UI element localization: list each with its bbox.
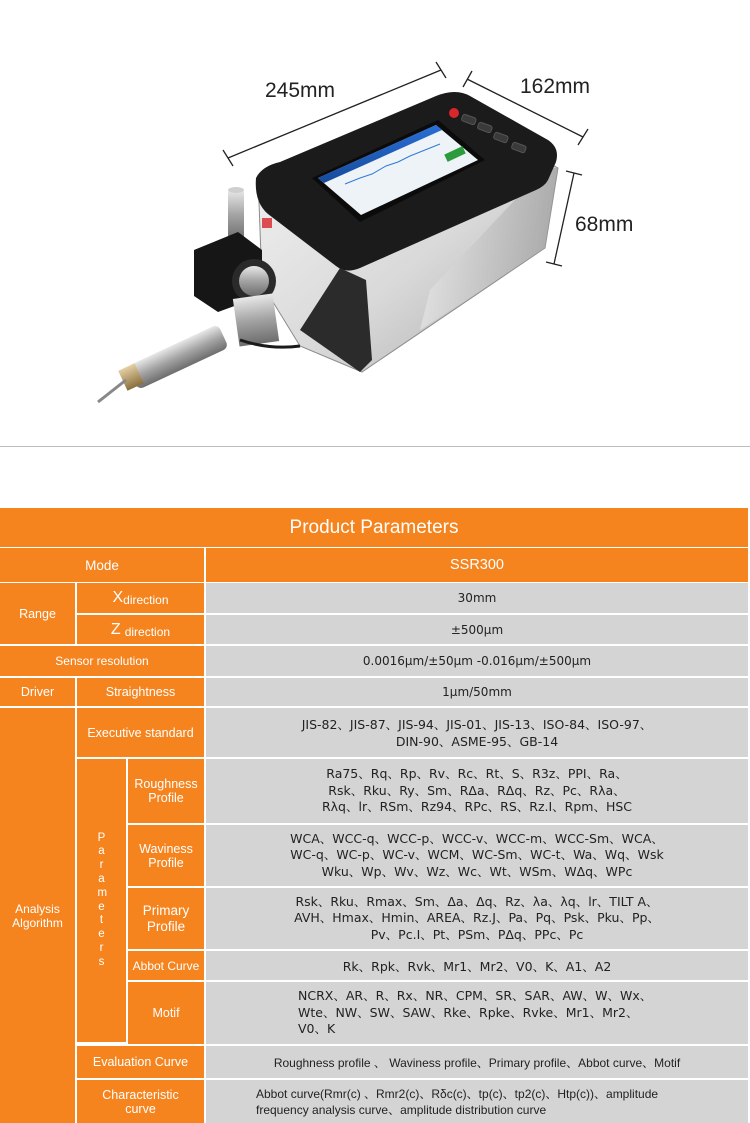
motif-value: NCRX、AR、R、Rx、NR、CPM、SR、SAR、AW、W、Wx、 Wte、NW、SW、SAW、Rke、Rpke、Rvke、Mr1、Mr2、 V0、K (206, 982, 748, 1044)
height-dimension: 68mm (575, 213, 634, 236)
sensor-resolution-label: Sensor resolution (0, 646, 204, 676)
waviness-profile-label: Waviness Profile (128, 825, 204, 886)
abbot-curve-value: Rk、Rpk、Rvk、Mr1、Mr2、V0、K、A1、A2 (206, 951, 748, 980)
straightness-label: Straightness (77, 678, 204, 706)
evaluation-curve-value: Roughness profile 、 Waviness profile、Primary profile、Abbot curve、Motif (206, 1046, 748, 1078)
z-direction-value: ±500μm (206, 615, 748, 644)
x-direction-label: X direction (77, 583, 204, 613)
section-divider (0, 446, 750, 447)
driver-label: Driver (0, 678, 75, 706)
waviness-profile-value: WCA、WCC-q、WCC-p、WCC-v、WCC-m、WCC-Sm、WCA、 WC-q、WC-p、WC-v、WCM、WC-Sm、WC-t、Wa、Wq、Wsk Wku、Wp、Wv、Wz、Wc、Wt、WSm、WΔq、WPc (206, 825, 748, 886)
analysis-algorithm-label: Analysis Algorithm (0, 708, 75, 1123)
executive-standard-value: JIS-82、JIS-87、JIS-94、JIS-01、JIS-13、ISO-84、ISO-97、 DIN-90、ASME-95、GB-14 (206, 708, 748, 757)
primary-profile-value: Rsk、Rku、Rmax、Sm、Δa、Δq、Rz、λa、λq、lr、TILT A、 AVH、Hmax、Hmin、AREA、Rz.J、Pa、Pq、Psk、Pku、Pp、 Pv、Pc.I、Pt、PSm、PΔq、PPc、Pc (206, 888, 748, 949)
straightness-value: 1μm/50mm (206, 678, 748, 706)
product-image-section (0, 0, 750, 448)
product-parameters-table (0, 508, 748, 1123)
roughness-tester-illustration (0, 0, 750, 446)
evaluation-curve-label: Evaluation Curve (77, 1046, 204, 1078)
mode-value: SSR300 (206, 548, 748, 582)
z-direction-label: Z direction (77, 615, 204, 644)
roughness-profile-label: Roughness Profile (128, 759, 204, 823)
roughness-profile-value: Ra75、Rq、Rp、Rv、Rc、Rt、S、R3z、PPI、Ra、 Rsk、Rku、Ry、Sm、RΔa、RΔq、Rz、Pc、Rλa、 Rλq、lr、RSm、Rz94、RPc、RS、Rz.I、Rpm、HSC (206, 759, 748, 823)
characteristic-curve-label: Characteristic curve (77, 1080, 204, 1123)
motif-label: Motif (128, 982, 204, 1044)
range-label: Range (0, 583, 75, 644)
length-dimension: 245mm (265, 79, 336, 102)
mode-label: Mode (0, 548, 204, 582)
table-title: Product Parameters (0, 508, 748, 547)
characteristic-curve-value: Abbot curve(Rmr(c) 、Rmr2(c)、Rδc(c)、tp(c)、tp2(c)、Htp(c))、amplitude frequency analysis curve、amplitude distribution curve (206, 1080, 748, 1123)
parameters-vertical-label: Parameters (77, 759, 126, 1042)
sensor-resolution-value: 0.0016μm/±50μm -0.016μm/±500μm (206, 646, 748, 676)
width-dimension: 162mm (520, 75, 591, 98)
abbot-curve-label: Abbot Curve (128, 951, 204, 980)
primary-profile-label: Primary Profile (128, 888, 204, 949)
executive-standard-label: Executive standard (77, 708, 204, 757)
x-direction-value: 30mm (206, 583, 748, 613)
